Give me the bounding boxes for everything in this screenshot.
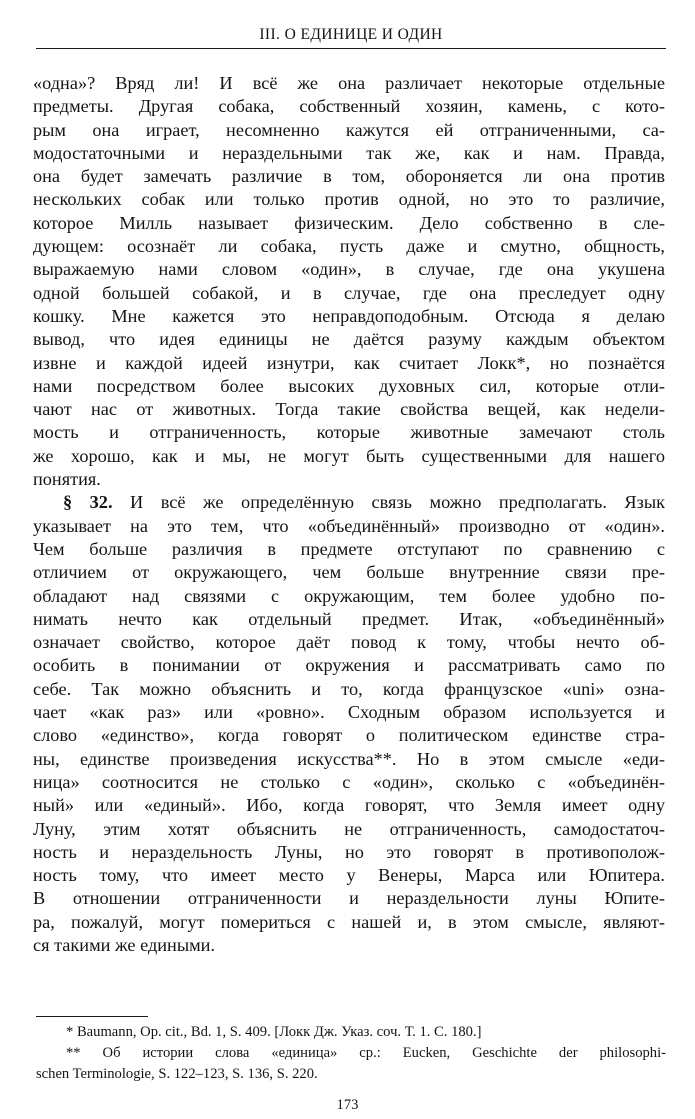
- text-line: чают нас от животных. Тогда такие свойства вещей, как недели-: [33, 399, 665, 420]
- text-line: же хорошо, как и мы, не могут быть существенными для нашего: [33, 445, 665, 466]
- text-line: понятия.: [33, 469, 101, 490]
- text-line: ся такими же едиными.: [33, 934, 216, 955]
- text-line: модостаточными и нераздельными так же, как и нам. Правда,: [33, 142, 665, 163]
- body-text: [33, 72, 665, 957]
- footnote-rule: [36, 1016, 148, 1017]
- text-line: дующем: осознаёт ли собака, пусть даже и смутно, общность,: [33, 236, 665, 257]
- text-line: особить в понимании от окружения и рассматривать само по: [33, 655, 665, 676]
- running-head: III. О ЕДИНИЦЕ И ОДИН: [259, 26, 443, 43]
- text-line: [33, 491, 665, 514]
- text-line: ница» соотносится не столько с «один», сколько с «объединён-: [33, 771, 665, 792]
- text-line: отличием от окружающего, чем больше внутренние связи пре-: [33, 562, 665, 583]
- text-line: ность и нераздельность Луны, но это говорят в противополож-: [33, 841, 665, 862]
- text-line: вывод, что идея единицы не даётся разуму каждым объектом: [33, 329, 665, 350]
- text-line: одной большей собакой, и в случае, где она преследует одну: [33, 282, 665, 303]
- text-line: указывает на это тем, что «объединённый» производно от «один».: [33, 515, 665, 536]
- text-line: означает свойство, которое даёт повод к тому, чтобы нечто об-: [33, 632, 665, 653]
- text-line: мость и отграниченность, которые животные замечают столь: [33, 422, 665, 443]
- text-line: предметы. Другая собака, собственный хозяин, камень, с кото-: [33, 96, 665, 117]
- text-line: ра, пожалуй, могут помериться с нашей и, в этом смысле, являют-: [33, 911, 665, 932]
- text-line: ный» или «единый». Ибо, когда говорят, что Земля имеет одну: [33, 795, 665, 816]
- text-line: слово «единство», когда говорят о политическом единстве стра-: [33, 725, 665, 746]
- text-line: Чем больше различия в предмете отступают по сравнению с: [33, 538, 665, 559]
- text-line: кошку. Мне кажется это неправдоподобным. Отсюда я делаю: [33, 305, 665, 326]
- paragraph-1: [33, 72, 665, 491]
- text-line: нескольких собак или только против одной, но это то различие,: [33, 189, 665, 210]
- text-line: нами посредством более высоких духовных сил, которые отли-: [33, 375, 665, 396]
- text-line: Луну, этим хотят объяснить не отграниченность, самодостаточ-: [33, 818, 665, 839]
- header-rule: [36, 48, 666, 49]
- footnote-2-continuation: schen Terminologie, S. 122–123, S. 136, S. 220.: [36, 1066, 318, 1082]
- footnotes: [36, 1022, 666, 1085]
- paragraph-2: [33, 491, 665, 957]
- text-line: обладают над связями с окружающим, тем более удобно по-: [33, 585, 665, 606]
- text-line: выражаемую нами словом «один», в случае, где она укушена: [33, 259, 665, 280]
- text-line: рым она играет, несомненно кажутся ей отграниченными, са-: [33, 119, 665, 140]
- text-line: она будет замечать различие в том, обороняется ли она против: [33, 166, 665, 187]
- text-line: себе. Так можно объяснить и то, когда французское «uni» озна-: [33, 678, 665, 699]
- section-first-line: И всё же определённую связь можно предполагать. Язык: [112, 492, 665, 513]
- footnote-2: ** Об истории слова «единица» ср.: Eucken, Geschichte der philosophi-: [66, 1045, 666, 1061]
- text-line: нимать нечто как отдельный предмет. Итак, «объединённый»: [33, 608, 665, 629]
- text-line: извне и каждой идеей изнутри, как считает Локк*, но познаётся: [33, 352, 665, 373]
- section-mark: § 32.: [63, 492, 113, 513]
- text-line: «одна»? Вряд ли! И всё же она различает некоторые отдельные: [33, 73, 665, 93]
- footnote-1: * Baumann, Op. cit., Bd. 1, S. 409. [Локк Дж. Указ. соч. Т. 1. С. 180.]: [66, 1024, 482, 1040]
- page-number: 173: [336, 1097, 359, 1113]
- text-line: ность тому, что имеет место у Венеры, Марса или Юпитера.: [33, 865, 665, 886]
- text-line: В отношении отграниченности и нераздельности луны Юпите-: [33, 888, 665, 909]
- text-line: чает «как раз» или «ровно». Сходным образом используется и: [33, 702, 665, 723]
- text-line: которое Милль называет физическим. Дело собственно в сле-: [33, 212, 665, 233]
- text-line: ны, единстве произведения искусства**. Но в этом смысле «еди-: [33, 748, 665, 769]
